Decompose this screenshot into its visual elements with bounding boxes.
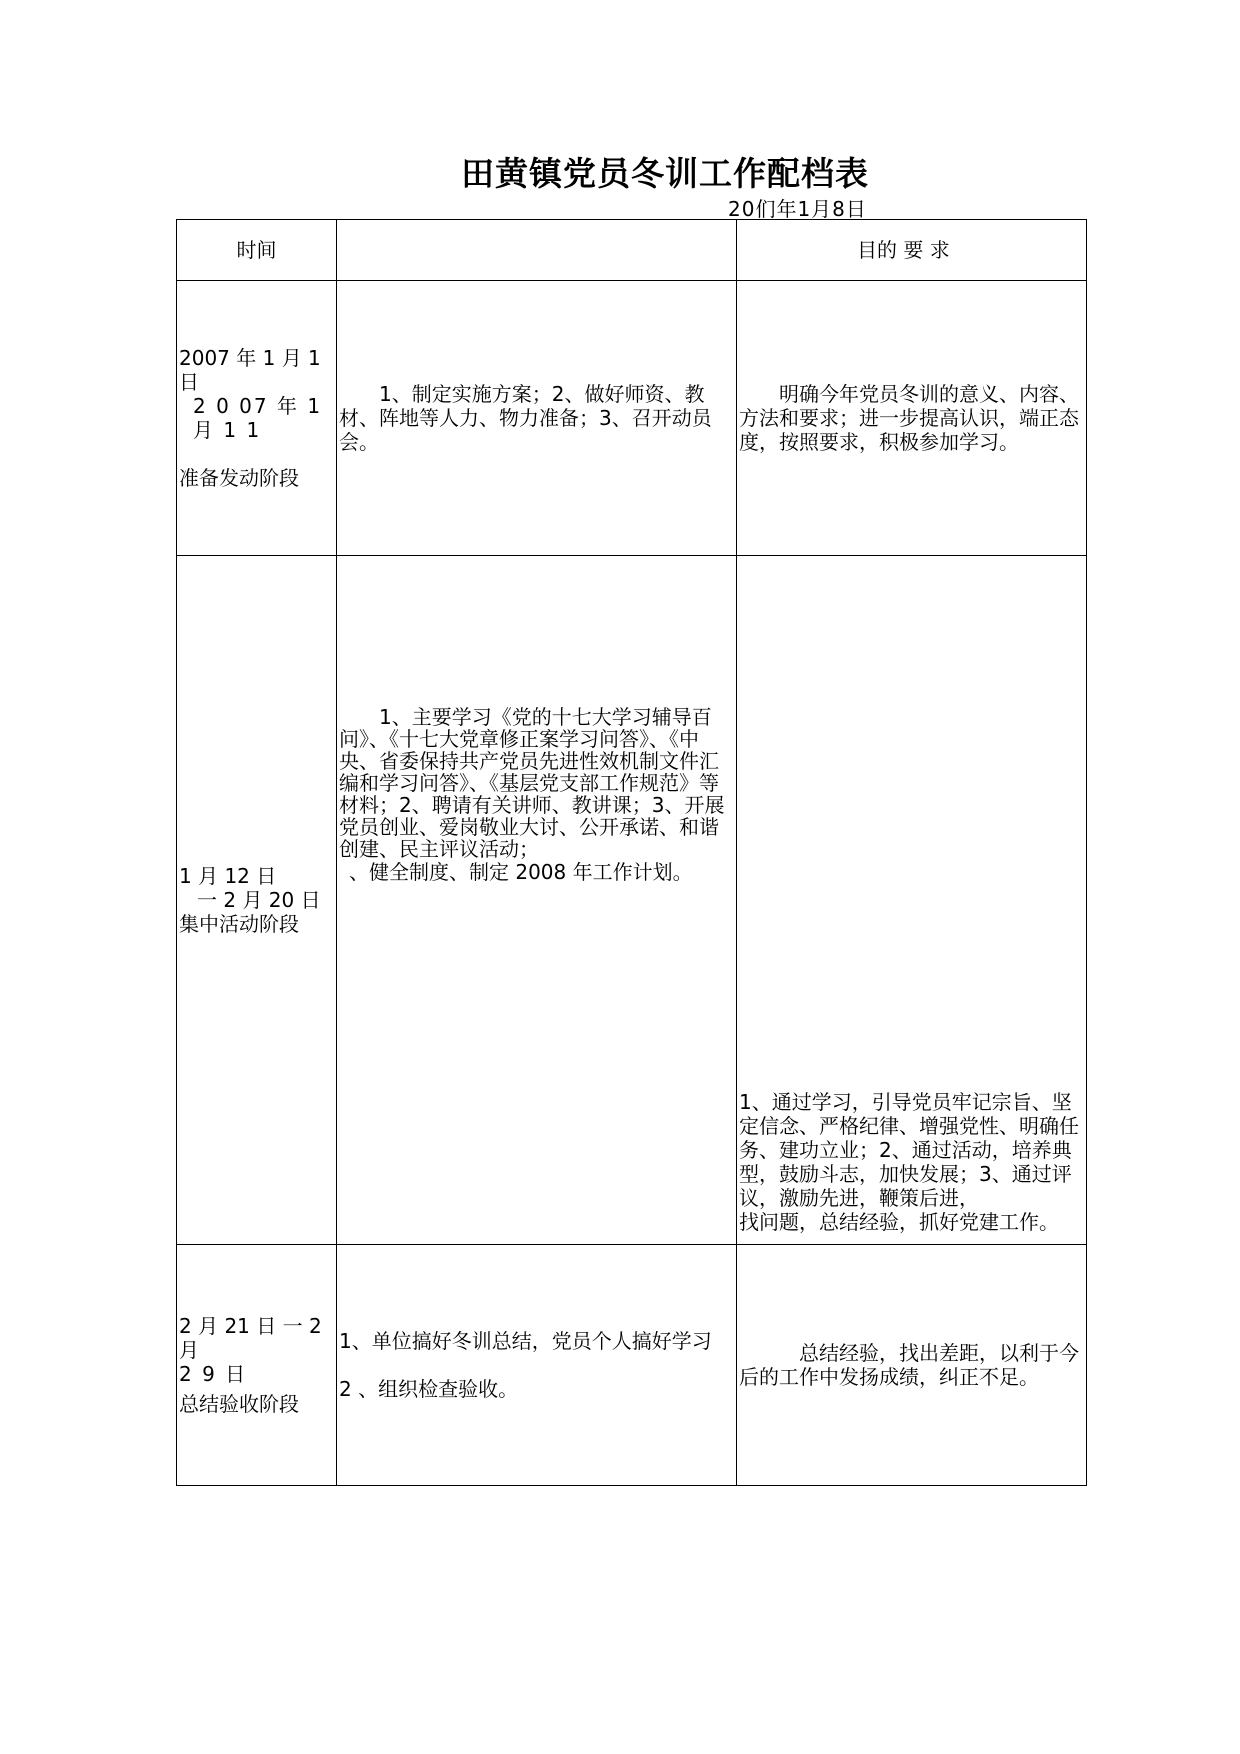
time-end: 2 0 07 年 1 月 1 1	[193, 394, 323, 442]
table-row	[177, 556, 1087, 1245]
goal-cell	[737, 281, 1087, 556]
schedule-table	[176, 219, 1087, 1486]
time-start: 1 月 12 日	[179, 864, 277, 888]
goal-text: 明确今年党员冬训的意义、内容、方法和要求；进一步提高认识，端正态度，按照要求，积极参加学习。	[739, 382, 1079, 454]
content-text-tail: 、健全制度、制定 2008 年工作计划。	[349, 860, 693, 884]
time-cell	[177, 281, 337, 556]
time-cell	[177, 556, 337, 1245]
content-cell	[337, 556, 737, 1245]
goal-cell	[737, 1245, 1087, 1486]
goal-text: 1、通过学习，引导党员牢记宗旨、坚定信念、严格纪律、增强党性、明确任务、建功立业；2、通过活动，培养典型，鼓励斗志，加快发展；3、通过评议，激励先进，鞭策后进，	[739, 1090, 1079, 1210]
stage-label: 总结验收阶段	[179, 1392, 299, 1416]
time-cell	[177, 1245, 337, 1486]
goal-cell	[737, 556, 1087, 1245]
stage-label: 准备发动阶段	[179, 466, 299, 490]
content-text: 1、制定实施方案；2、做好师资、教材、阵地等人力、物力准备；3、召开动员会。	[339, 382, 712, 454]
document-title: 田黄镇党员冬训工作配档表	[461, 154, 869, 193]
goal-text-tail: 找问题，总结经验，抓好党建工作。	[739, 1210, 1059, 1234]
time-start: 2 月 21 日 一 2 月	[179, 1314, 322, 1362]
content-text-tail: 2 、组织检查验收。	[339, 1377, 519, 1401]
table-header-row	[177, 220, 1087, 281]
table-row	[177, 281, 1087, 556]
time-end: 一 2 月 20 日	[197, 888, 321, 912]
stage-label: 集中活动阶段	[179, 912, 299, 936]
header-time: 时间	[177, 220, 337, 281]
content-cell	[337, 281, 737, 556]
content-text: 1、单位搞好冬训总结，党员个人搞好学习	[339, 1329, 712, 1353]
content-text: 1、主要学习《党的十七大学习辅导百问》、《十七大党章修正案学习问答》、《中央、省委保持共产党员先进性效机制文件汇编和学习问答》、《基层党支部工作规范》等材料；2、聘请有关讲师、教讲课；3、开展党员创业、爱岗敬业大讨、公开承诺、和谐创建、民主评议活动；	[339, 705, 725, 861]
content-cell	[337, 1245, 737, 1486]
time-start: 2007 年 1 月 1 日	[179, 346, 321, 394]
header-goal: 目的 要 求	[737, 220, 1087, 281]
header-content	[337, 220, 737, 281]
time-end: 2 9 日	[179, 1362, 248, 1386]
goal-text: 总结经验，找出差距，以利于今后的工作中发扬成绩，纠正不足。	[739, 1341, 1079, 1389]
table-row	[177, 1245, 1087, 1486]
document-date: 20们年1月8日	[728, 197, 867, 221]
